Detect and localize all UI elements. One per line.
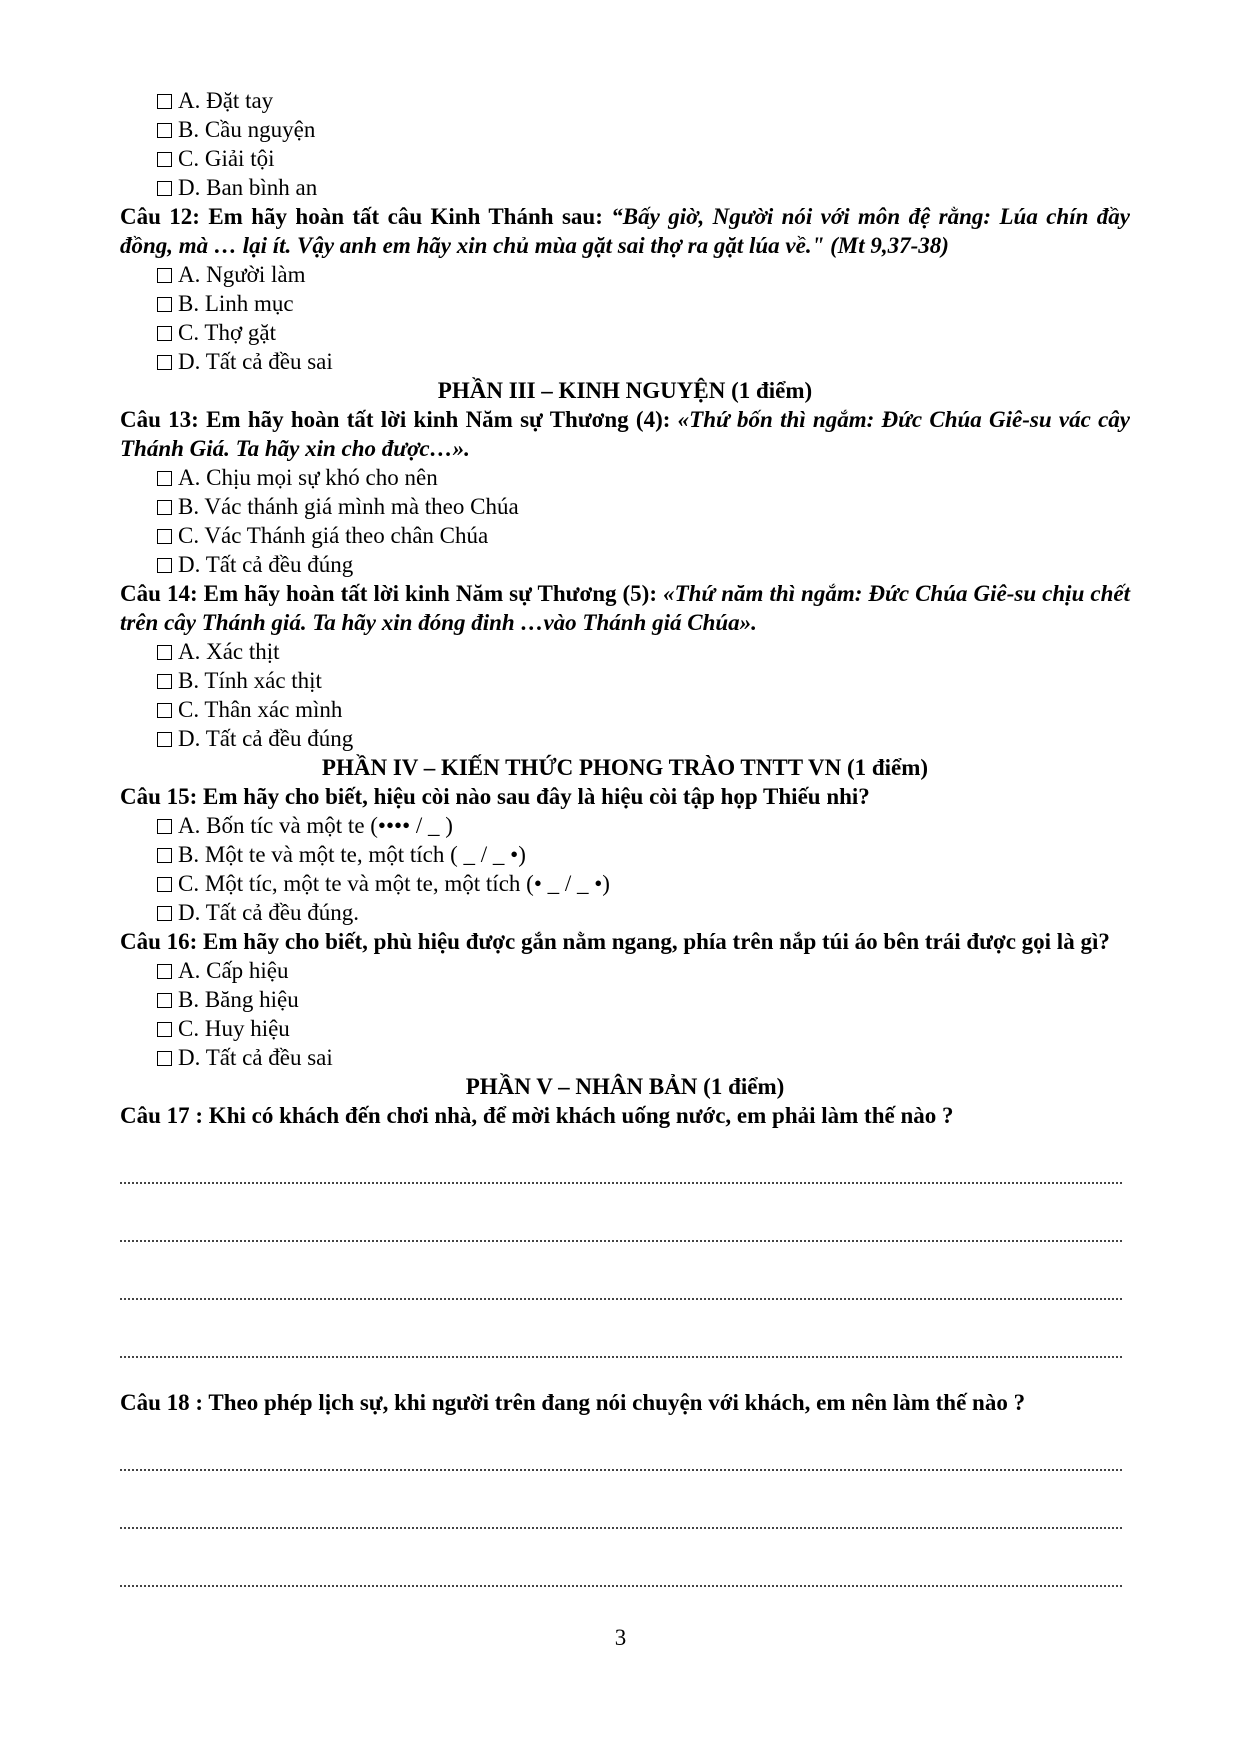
question-13: Câu 13: Em hãy hoàn tất lời kinh Năm sự Thương (4): «Thứ bốn thì ngắm: Đức Chúa Giê-su vác cây Thánh Giá. Ta hãy xin cho được…». [120,407,1130,461]
option[interactable]: A. Chịu mọi sự khó cho nên [120,463,1130,492]
option[interactable]: A. Đặt tay [120,86,1130,115]
question-15: Câu 15: Em hãy cho biết, hiệu còi nào sau đây là hiệu còi tập họp Thiếu nhi? [120,784,870,809]
checkbox-icon[interactable] [157,152,172,167]
checkbox-icon[interactable] [157,645,172,660]
option[interactable]: A. Xác thịt [120,637,1130,666]
question-12: Câu 12: Em hãy hoàn tất câu Kinh Thánh sau: “Bấy giờ, Người nói với môn đệ rằng: Lúa chín đầy đồng, mà … lại ít. Vậy anh em hãy xin chủ mùa gặt sai thợ ra gặt lúa về." (Mt 9,37-38) [120,204,1130,258]
option[interactable]: A. Cấp hiệu [120,956,1130,985]
checkbox-icon[interactable] [157,123,172,138]
option[interactable]: A. Bốn tíc và một te (•••• / _ ) [120,811,1130,840]
option[interactable]: D. Tất cả đều sai [120,347,1130,376]
section-heading: PHẦN III – KINH NGUYỆN (1 điểm) [437,378,813,403]
option[interactable]: B. Vác thánh giá mình mà theo Chúa [120,492,1130,521]
question-17: Câu 17 : Khi có khách đến chơi nhà, để mời khách uống nước, em phải làm thế nào ? [120,1103,954,1128]
checkbox-icon[interactable] [157,500,172,515]
option[interactable]: B. Cầu nguyện [120,115,1130,144]
section-heading: PHẦN IV – KIẾN THỨC PHONG TRÀO TNTT VN (1 điểm) [321,755,929,780]
checkbox-icon[interactable] [157,993,172,1008]
option[interactable]: D. Tất cả đều đúng [120,550,1130,579]
option[interactable]: C. Thân xác mình [120,695,1130,724]
option[interactable]: D. Tất cả đều đúng. [120,898,1130,927]
option[interactable]: C. Huy hiệu [120,1014,1130,1043]
checkbox-icon[interactable] [157,94,172,109]
option[interactable]: C. Thợ gặt [120,318,1130,347]
checkbox-icon[interactable] [157,558,172,573]
checkbox-icon[interactable] [157,732,172,747]
checkbox-icon[interactable] [157,1022,172,1037]
question-16: Câu 16: Em hãy cho biết, phù hiệu được gắn nằm ngang, phía trên nắp túi áo bên trái được gọi là gì? [120,929,1110,954]
option[interactable]: C. Giải tội [120,144,1130,173]
checkbox-icon[interactable] [157,906,172,921]
checkbox-icon[interactable] [157,326,172,341]
checkbox-icon[interactable] [157,877,172,892]
option[interactable]: B. Tính xác thịt [120,666,1130,695]
page-number: 3 [614,1625,627,1650]
section-heading: PHẦN V – NHÂN BẢN (1 điểm) [465,1074,785,1099]
checkbox-icon[interactable] [157,181,172,196]
option[interactable]: A. Người làm [120,260,1130,289]
question-18: Câu 18 : Theo phép lịch sự, khi người trên đang nói chuyện với khách, em nên làm thế nào ? [120,1390,1026,1415]
answer-line[interactable] [120,1130,1130,1188]
option[interactable]: C. Một tíc, một te và một te, một tích (• _ / _ •) [120,869,1130,898]
answer-line[interactable] [120,1475,1130,1533]
option[interactable]: B. Linh mục [120,289,1130,318]
exam-page [120,86,1130,1591]
option[interactable]: C. Vác Thánh giá theo chân Chúa [120,521,1130,550]
checkbox-icon[interactable] [157,819,172,834]
answer-line[interactable] [120,1533,1130,1591]
answer-line[interactable] [120,1304,1130,1362]
checkbox-icon[interactable] [157,297,172,312]
checkbox-icon[interactable] [157,703,172,718]
checkbox-icon[interactable] [157,471,172,486]
question-14: Câu 14: Em hãy hoàn tất lời kinh Năm sự Thương (5): «Thứ năm thì ngắm: Đức Chúa Giê-su chịu chết trên cây Thánh giá. Ta hãy xin đóng đinh …vào Thánh giá Chúa». [120,581,1130,635]
checkbox-icon[interactable] [157,1051,172,1066]
option[interactable]: D. Tất cả đều đúng [120,724,1130,753]
option[interactable]: B. Một te và một te, một tích ( _ / _ •) [120,840,1130,869]
answer-line[interactable] [120,1246,1130,1304]
option[interactable]: B. Băng hiệu [120,985,1130,1014]
checkbox-icon[interactable] [157,964,172,979]
checkbox-icon[interactable] [157,848,172,863]
answer-line[interactable] [120,1417,1130,1475]
checkbox-icon[interactable] [157,674,172,689]
option[interactable]: D. Ban bình an [120,173,1130,202]
checkbox-icon[interactable] [157,355,172,370]
checkbox-icon[interactable] [157,268,172,283]
checkbox-icon[interactable] [157,529,172,544]
answer-line[interactable] [120,1188,1130,1246]
option[interactable]: D. Tất cả đều sai [120,1043,1130,1072]
